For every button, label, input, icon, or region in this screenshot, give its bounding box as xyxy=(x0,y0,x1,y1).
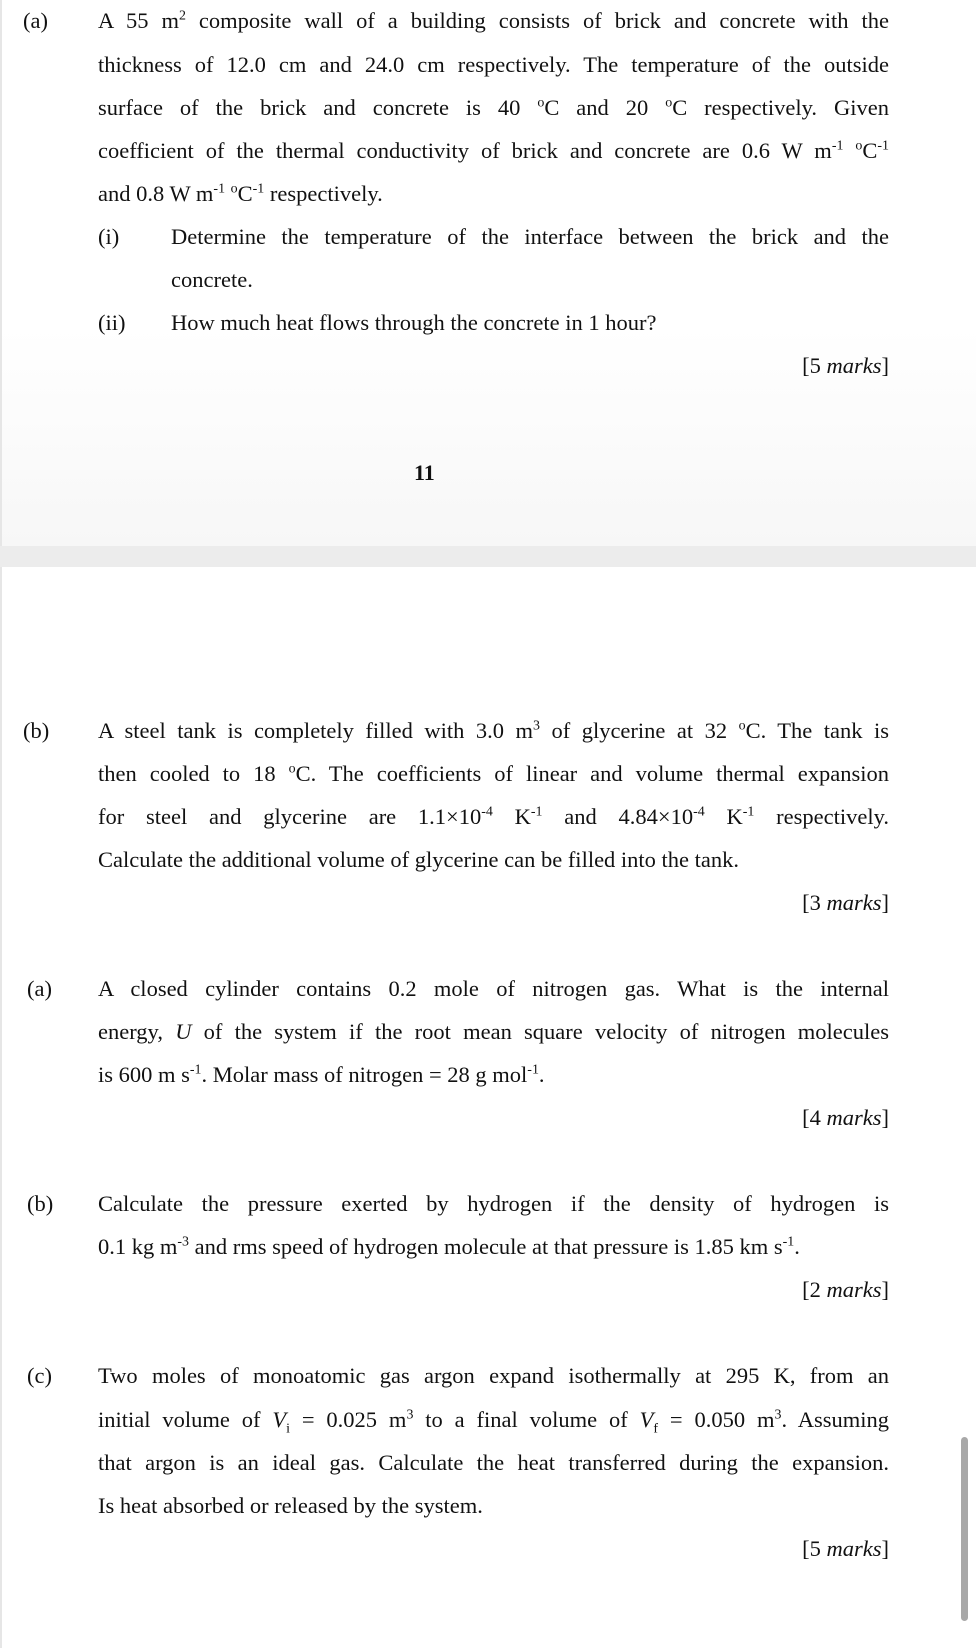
superscript: o xyxy=(230,181,238,197)
marks-indicator xyxy=(802,889,889,917)
text-run: and 4.84×10 xyxy=(542,804,694,829)
bracket: ] xyxy=(881,1105,889,1130)
text-run: A 55 m xyxy=(98,8,179,33)
text-run: surface of the brick and concrete is 40 xyxy=(98,95,538,120)
marks-word: marks xyxy=(826,353,882,378)
question-text-line xyxy=(98,1061,545,1089)
superscript: -1 xyxy=(831,138,844,154)
italic-symbol: V xyxy=(272,1407,287,1432)
text-run: to a final volume of xyxy=(413,1407,640,1432)
text-run: C respectively. Given xyxy=(672,95,889,120)
question-text-line xyxy=(98,1190,889,1218)
superscript: o xyxy=(855,138,863,154)
text-run: energy, xyxy=(98,1019,176,1044)
text-run: . xyxy=(794,1234,800,1259)
text-run: Two moles of monoatomic gas argon expand isothermally at 295 K, from an xyxy=(98,1363,889,1388)
bracket: [5 xyxy=(802,353,827,378)
question-text-line xyxy=(98,1406,889,1434)
text-run: Is heat absorbed or released by the system. xyxy=(98,1493,483,1518)
question-text-line xyxy=(98,760,889,788)
text-run: K xyxy=(492,804,531,829)
question-text-line xyxy=(98,1362,889,1390)
question-text-line xyxy=(98,137,889,165)
text-run: C. The tank is xyxy=(745,718,889,743)
marks-word: marks xyxy=(826,1105,882,1130)
bracket: [2 xyxy=(802,1277,827,1302)
question-text-line xyxy=(98,180,383,208)
text-run: How much heat flows through the concrete in 1 hour? xyxy=(171,310,657,335)
text-run: of glycerine at 32 xyxy=(539,718,739,743)
subscript: f xyxy=(653,1421,659,1434)
bracket: [4 xyxy=(802,1105,827,1130)
page-separator xyxy=(0,546,976,567)
superscript: -1 xyxy=(189,1062,202,1078)
text-run: respectively. xyxy=(754,804,889,829)
superscript: -1 xyxy=(527,1062,539,1078)
text-run: of the system if the root mean square velocity of nitrogen molecules xyxy=(191,1019,889,1044)
text-run: = 0.025 m xyxy=(289,1407,407,1432)
question-label: (a) xyxy=(23,8,48,33)
marks-word: marks xyxy=(826,1277,882,1302)
bracket: [5 xyxy=(802,1536,827,1561)
text-run: composite wall of a building consists of brick and concrete with the xyxy=(185,8,889,33)
subquestion-text-line xyxy=(171,266,253,294)
superscript: -1 xyxy=(782,1234,795,1250)
text-run: C xyxy=(237,181,253,206)
text-run: 0.1 kg m xyxy=(98,1234,178,1259)
text-run: A steel tank is completely filled with 3.0 m xyxy=(98,718,533,743)
question-text-line xyxy=(98,975,889,1003)
text-run: concrete. xyxy=(171,267,253,292)
question-text-line xyxy=(98,846,739,874)
question-text-line xyxy=(98,51,889,79)
italic-symbol: U xyxy=(175,1019,192,1044)
superscript: -1 xyxy=(742,804,755,820)
text-run: thickness of 12.0 cm and 24.0 cm respectively. The temperature of the outside xyxy=(98,52,889,77)
superscript: -4 xyxy=(481,804,493,820)
question-label: (b) xyxy=(23,718,50,743)
bracket: [3 xyxy=(802,890,827,915)
question-text-line xyxy=(98,94,889,122)
question-text-line xyxy=(98,7,889,35)
superscript: -1 xyxy=(252,181,265,197)
page-number: 11 xyxy=(414,460,435,485)
question-label: (c) xyxy=(27,1363,52,1388)
document-page-1 xyxy=(0,0,976,546)
italic-symbol: V xyxy=(639,1407,654,1432)
text-run: A closed cylinder contains 0.2 mole of nitrogen gas. What is the internal xyxy=(98,976,889,1001)
marks-indicator xyxy=(802,1104,889,1132)
text-run: coefficient of the thermal conductivity of brick and concrete are 0.6 W m xyxy=(98,138,832,163)
bracket: ] xyxy=(881,890,889,915)
superscript: -1 xyxy=(213,181,226,197)
bracket: ] xyxy=(881,1536,889,1561)
text-run: that argon is an ideal gas. Calculate the heat transferred during the expansion. xyxy=(98,1450,889,1475)
text-run: = 0.050 m xyxy=(658,1407,775,1432)
superscript: -4 xyxy=(693,804,705,820)
text-run xyxy=(843,138,855,163)
superscript: -3 xyxy=(177,1234,190,1250)
text-run: . Assuming xyxy=(781,1407,889,1432)
marks-indicator xyxy=(802,1276,889,1304)
question-text-line xyxy=(98,803,889,831)
text-run: for steel and glycerine are 1.1×10 xyxy=(98,804,482,829)
question-text-line xyxy=(98,1233,800,1261)
text-run: and 0.8 W m xyxy=(98,181,214,206)
superscript: 2 xyxy=(178,8,186,24)
superscript: 3 xyxy=(774,1407,782,1423)
text-run: K xyxy=(704,804,743,829)
text-run: Calculate the pressure exerted by hydrogen if the density of hydrogen is xyxy=(98,1191,889,1216)
text-run: and rms speed of hydrogen molecule at that pressure is 1.85 km s xyxy=(189,1234,783,1259)
subquestion-label: (i) xyxy=(98,224,120,249)
subscript: i xyxy=(286,1421,290,1434)
question-label: (a) xyxy=(27,976,52,1001)
bracket: ] xyxy=(881,1277,889,1302)
marks-indicator xyxy=(802,1535,889,1563)
text-run: . xyxy=(538,1062,545,1087)
question-text-line xyxy=(98,1449,889,1477)
superscript: o xyxy=(288,761,296,777)
marks-indicator xyxy=(802,352,889,380)
text-run: initial volume of xyxy=(98,1407,273,1432)
text-run: Determine the temperature of the interface between the brick and the xyxy=(171,224,889,249)
text-run: then cooled to 18 xyxy=(98,761,289,786)
text-run: C. The coefficients of linear and volume thermal expansion xyxy=(295,761,889,786)
marks-word: marks xyxy=(826,890,882,915)
text-run: C xyxy=(862,138,878,163)
superscript: 3 xyxy=(533,718,540,734)
text-run: respectively. xyxy=(264,181,383,206)
subquestion-text-line xyxy=(171,223,889,251)
text-run: C and 20 xyxy=(544,95,666,120)
superscript: -1 xyxy=(877,138,889,154)
question-text-line xyxy=(98,1018,889,1046)
subquestion-text-line xyxy=(171,309,657,337)
superscript: o xyxy=(537,95,545,111)
text-run: is 600 m s xyxy=(98,1062,190,1087)
marks-word: marks xyxy=(826,1536,882,1561)
text-run: . Molar mass of nitrogen = 28 g mol xyxy=(201,1062,528,1087)
question-text-line xyxy=(98,717,889,745)
subquestion-label: (ii) xyxy=(98,310,126,335)
question-label: (b) xyxy=(27,1191,54,1216)
bracket: ] xyxy=(881,353,889,378)
text-run: Calculate the additional volume of glycerine can be filled into the tank. xyxy=(98,847,740,872)
vertical-scrollbar[interactable] xyxy=(961,1437,968,1621)
question-text-line xyxy=(98,1492,483,1520)
superscript: o xyxy=(738,718,746,734)
superscript: 3 xyxy=(406,1407,414,1423)
superscript: -1 xyxy=(530,804,543,820)
superscript: o xyxy=(665,95,673,111)
